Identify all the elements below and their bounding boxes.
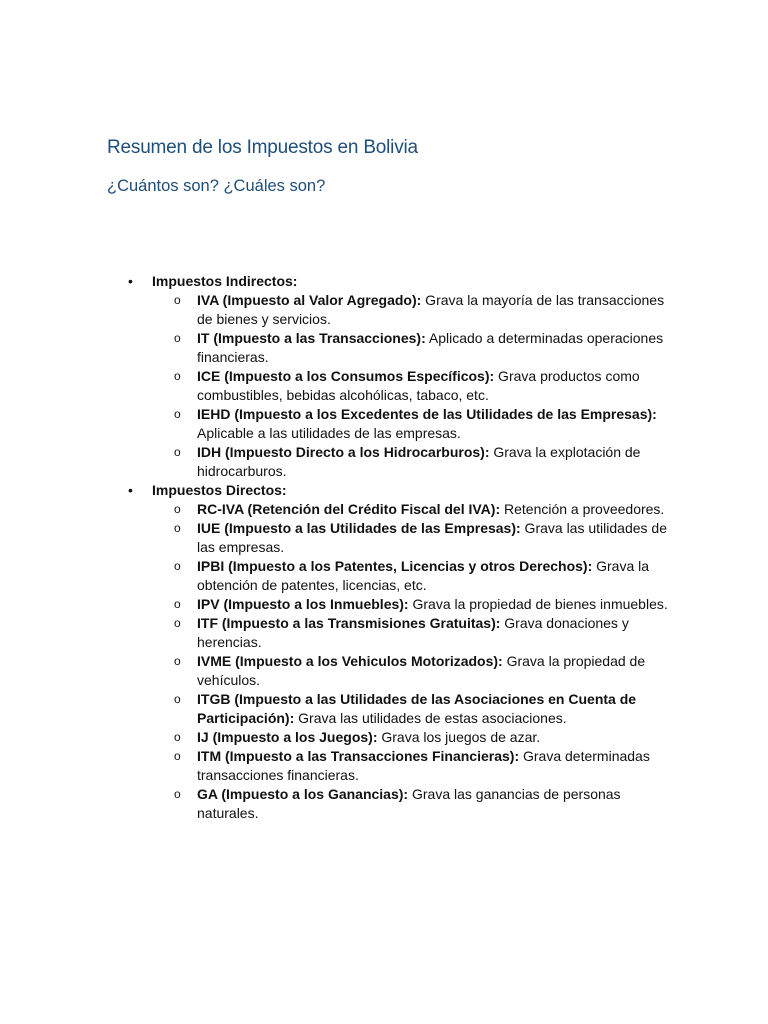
tax-name: ITGB (Impuesto a las Utilidades de las Asociaciones en Cuenta de Participación): xyxy=(197,691,637,726)
tax-name: IVA (Impuesto al Valor Agregado): xyxy=(197,292,422,308)
tax-name: IT (Impuesto a las Transacciones): xyxy=(197,330,426,346)
tax-name: IVME (Impuesto a los Vehiculos Motorizados): xyxy=(197,653,503,669)
tax-list xyxy=(152,291,668,481)
tax-description: Aplicable a las utilidades de las empresas. xyxy=(197,425,461,441)
tax-name: GA (Impuesto a los Ganancias): xyxy=(197,786,409,802)
sub-bullet-icon: o xyxy=(174,692,181,706)
tax-item xyxy=(152,557,668,595)
tax-item xyxy=(152,690,668,728)
sub-bullet-icon: o xyxy=(174,369,181,383)
tax-name: ITF (Impuesto a las Transmisiones Gratuitas): xyxy=(197,615,501,631)
sub-bullet-icon: o xyxy=(174,331,181,345)
document-subtitle: ¿Cuántos son? ¿Cuáles son? xyxy=(107,177,326,195)
sub-bullet-icon: o xyxy=(174,559,181,573)
tax-item xyxy=(152,329,668,367)
tax-item xyxy=(152,291,668,329)
tax-item xyxy=(152,443,668,481)
tax-description: Grava la propiedad de vehículos. xyxy=(197,653,646,688)
document-title: Resumen de los Impuestos en Bolivia xyxy=(107,137,418,158)
tax-list xyxy=(152,500,668,823)
tax-item xyxy=(152,519,668,557)
tax-item xyxy=(152,652,668,690)
bullet-icon: • xyxy=(128,482,133,498)
tax-item xyxy=(152,595,668,614)
tax-description: Grava la propiedad de bienes inmuebles. xyxy=(408,596,668,612)
tax-name: IPV (Impuesto a los Inmuebles): xyxy=(197,596,409,612)
sub-bullet-icon: o xyxy=(174,502,181,516)
tax-description: Grava las utilidades de las empresas. xyxy=(197,520,667,555)
tax-description: Grava las utilidades de estas asociaciones. xyxy=(294,710,567,726)
tax-description: Grava determinadas transacciones financieras. xyxy=(197,748,650,783)
tax-name: ITM (Impuesto a las Transacciones Financieras): xyxy=(197,748,520,764)
sub-bullet-icon: o xyxy=(174,730,181,744)
tax-item xyxy=(152,747,668,785)
sub-bullet-icon: o xyxy=(174,521,181,535)
tax-name: IJ (Impuesto a los Juegos): xyxy=(197,729,378,745)
category-label: Impuestos Indirectos: xyxy=(152,273,298,289)
tax-description: Grava los juegos de azar. xyxy=(377,729,541,745)
bullet-icon: • xyxy=(128,273,133,289)
tax-description: Grava las ganancias de personas naturales. xyxy=(197,786,621,821)
tax-name: ICE (Impuesto a los Consumos Específicos): xyxy=(197,368,495,384)
sub-bullet-icon: o xyxy=(174,597,181,611)
tax-name: IDH (Impuesto Directo a los Hidrocarburos): xyxy=(197,444,490,460)
tax-category-list xyxy=(128,272,668,823)
tax-description: Aplicado a determinadas operaciones financieras. xyxy=(197,330,664,365)
tax-name: RC-IVA (Retención del Crédito Fiscal del IVA): xyxy=(197,501,501,517)
tax-name: IPBI (Impuesto a los Patentes, Licencias y otros Derechos): xyxy=(197,558,593,574)
tax-description: Grava la explotación de hidrocarburos. xyxy=(197,444,641,479)
category-label: Impuestos Directos: xyxy=(152,482,287,498)
sub-bullet-icon: o xyxy=(174,293,181,307)
tax-description: Retención a proveedores. xyxy=(500,501,665,517)
tax-item xyxy=(152,614,668,652)
tax-item xyxy=(152,367,668,405)
tax-description: Grava donaciones y herencias. xyxy=(197,615,629,650)
sub-bullet-icon: o xyxy=(174,407,181,421)
tax-description: Grava productos como combustibles, bebidas alcohólicas, tabaco, etc. xyxy=(197,368,640,403)
tax-item xyxy=(152,728,668,747)
tax-name: IEHD (Impuesto a los Excedentes de las Utilidades de las Empresas): xyxy=(197,406,657,422)
tax-name: IUE (Impuesto a las Utilidades de las Empresas): xyxy=(197,520,521,536)
tax-item xyxy=(152,500,668,519)
tax-description: Grava la mayoría de las transacciones de bienes y servicios. xyxy=(197,292,665,327)
tax-item xyxy=(152,405,668,443)
sub-bullet-icon: o xyxy=(174,445,181,459)
tax-item xyxy=(152,785,668,823)
tax-category xyxy=(128,272,668,481)
sub-bullet-icon: o xyxy=(174,616,181,630)
sub-bullet-icon: o xyxy=(174,787,181,801)
tax-category xyxy=(128,481,668,823)
sub-bullet-icon: o xyxy=(174,654,181,668)
tax-description: Grava la obtención de patentes, licencias, etc. xyxy=(197,558,650,593)
sub-bullet-icon: o xyxy=(174,749,181,763)
